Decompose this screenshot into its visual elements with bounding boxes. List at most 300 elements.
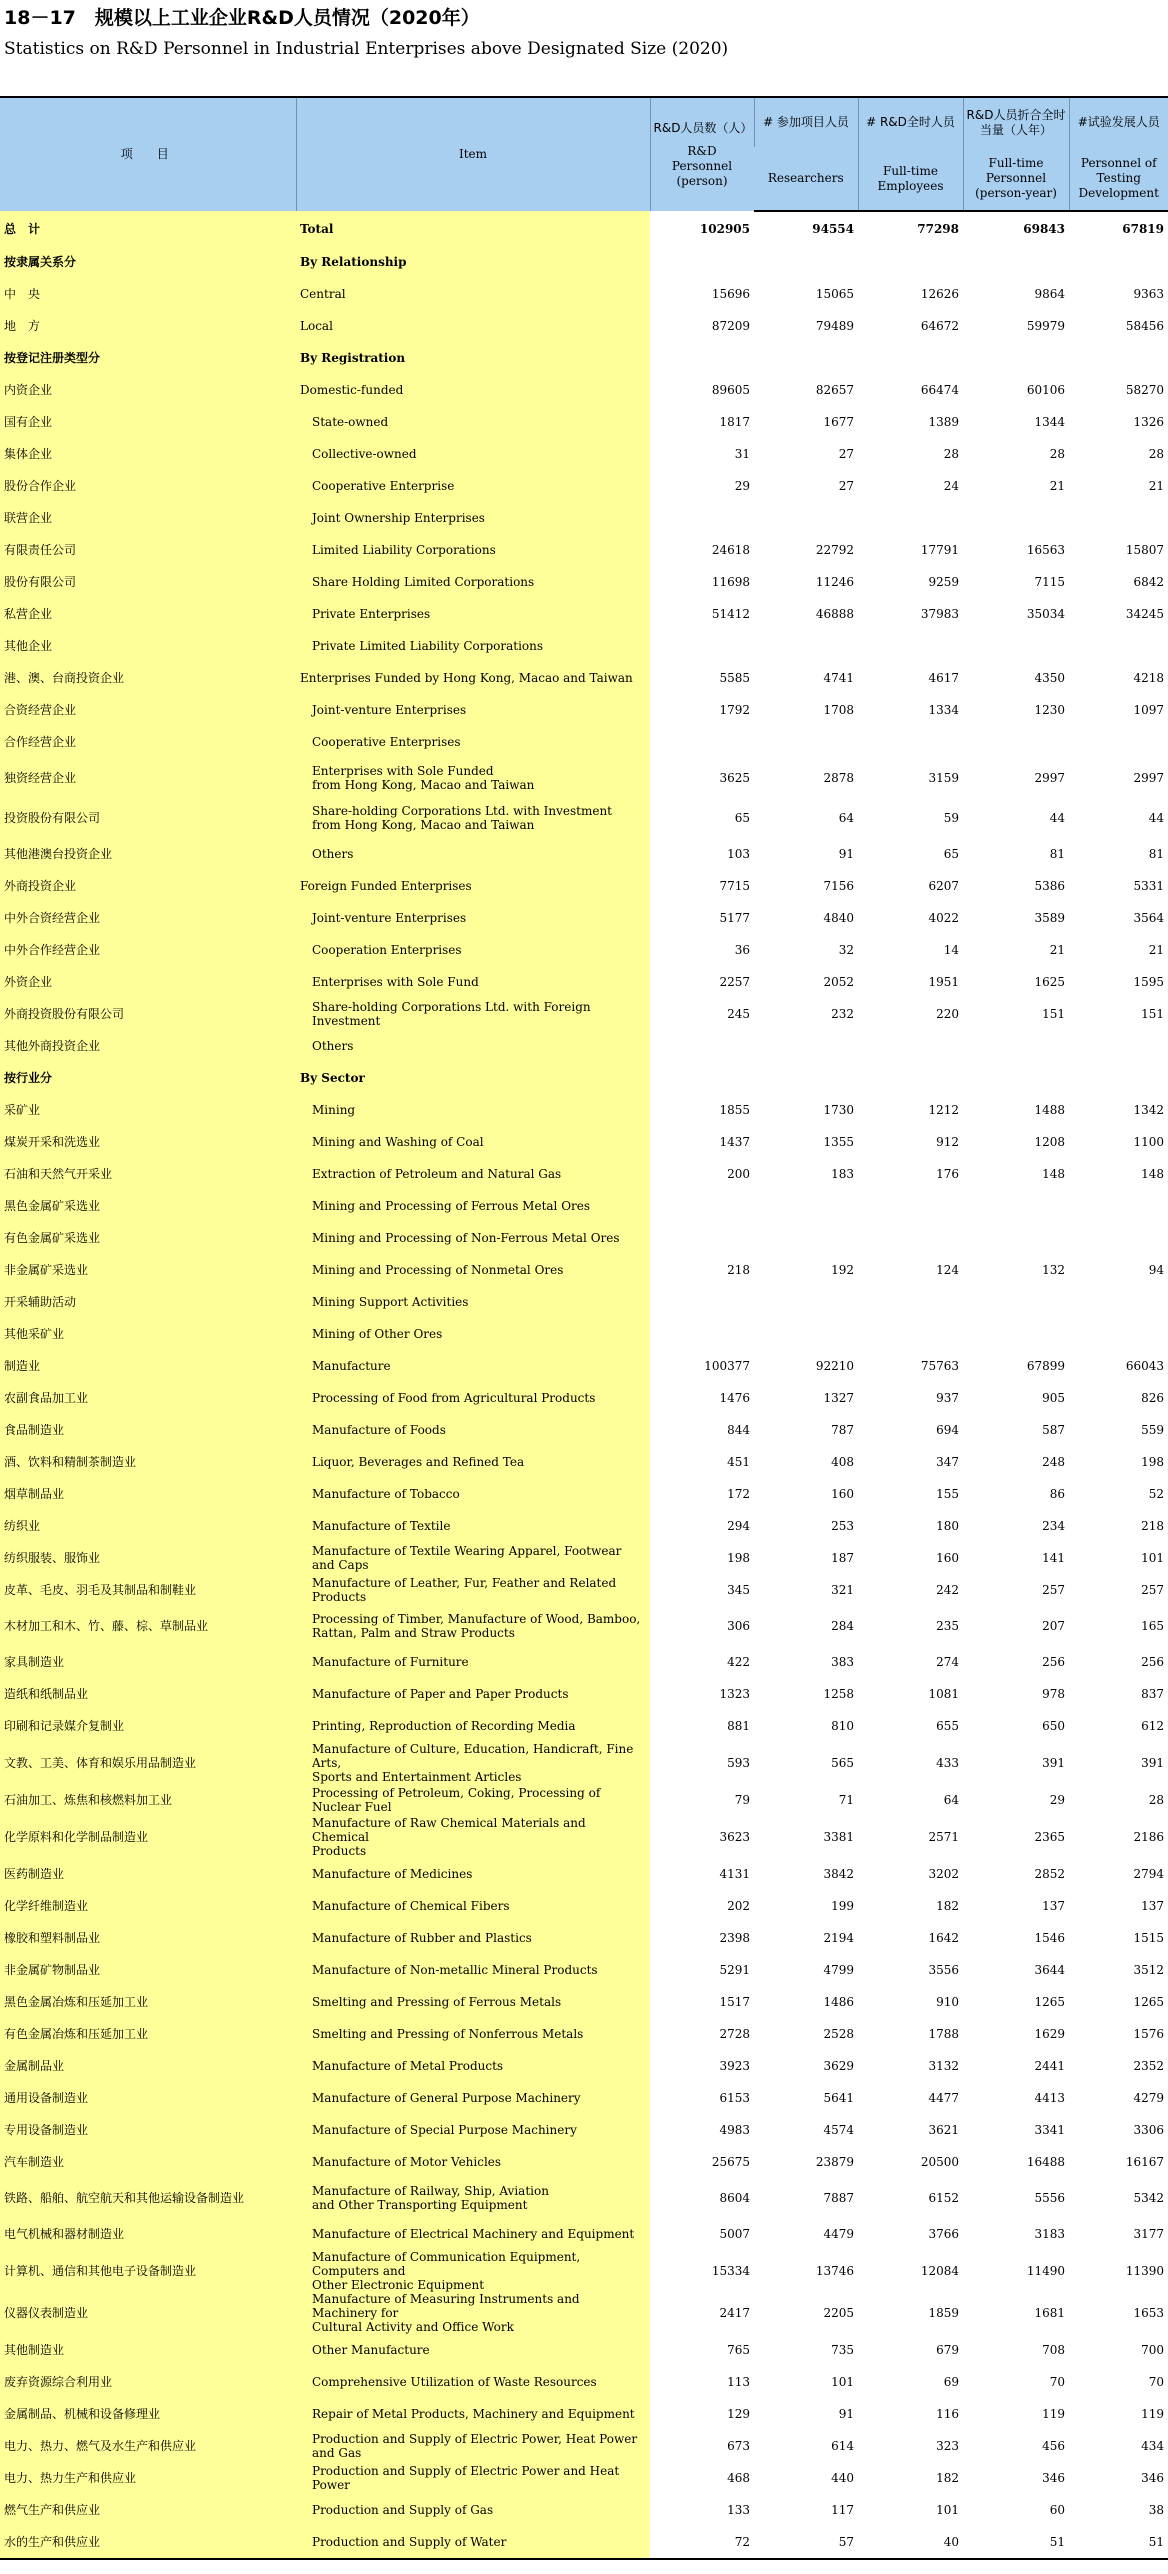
table-row xyxy=(0,211,1168,246)
cell-value: 1730 xyxy=(823,1103,854,1117)
cell-value: 180 xyxy=(936,1519,959,1533)
cell-value: 1681 xyxy=(1034,2306,1065,2320)
cell-value: 837 xyxy=(1141,1687,1164,1701)
cell-value: 35034 xyxy=(1026,607,1065,621)
cell-value: 2571 xyxy=(928,1830,959,1844)
cell-value: 183 xyxy=(831,1167,854,1181)
cell-value: 1859 xyxy=(928,2306,959,2320)
cell-value xyxy=(650,1062,754,1094)
row-label-cn: 集体企业 xyxy=(0,438,296,470)
table-row xyxy=(0,438,1168,470)
cell-value: 612 xyxy=(1141,1719,1164,1733)
cell-value: 735 xyxy=(831,2343,854,2357)
row-label-cn: 非金属矿物制品业 xyxy=(0,1954,296,1986)
cell-value: 593 xyxy=(727,1756,750,1770)
cell-value xyxy=(754,1222,858,1254)
cell-value xyxy=(1069,1318,1168,1350)
cell-value xyxy=(1069,502,1168,534)
cell-value: 7887 xyxy=(823,2191,854,2205)
cell-value: 66474 xyxy=(920,383,959,397)
cell-value: 7115 xyxy=(1034,575,1065,589)
cell-value: 5177 xyxy=(719,911,750,925)
row-label-cn: 其他制造业 xyxy=(0,2334,296,2366)
cell-value xyxy=(858,1190,963,1222)
cell-value xyxy=(1069,342,1168,374)
cell-value: 182 xyxy=(936,2471,959,2485)
row-label-cn: 按隶属关系分 xyxy=(0,246,296,278)
row-label-en: Manufacture of Rubber and Plastics xyxy=(296,1922,650,1954)
table-row xyxy=(0,1890,1168,1922)
table-row xyxy=(0,934,1168,966)
cell-value: 21 xyxy=(1049,943,1065,957)
cell-value: 87209 xyxy=(711,319,750,333)
cell-value: 79 xyxy=(734,1793,750,1807)
cell-value: 82657 xyxy=(815,383,854,397)
cell-value xyxy=(650,246,754,278)
row-label-en: Private Enterprises xyxy=(296,598,650,630)
row-label-en: Production and Supply of Gas xyxy=(296,2494,650,2526)
row-label-cn: 计算机、通信和其他电子设备制造业 xyxy=(0,2250,296,2292)
cell-value: 200 xyxy=(727,1167,750,1181)
cell-value: 323 xyxy=(936,2439,959,2453)
row-label-cn: 按行业分 xyxy=(0,1062,296,1094)
cell-value: 66043 xyxy=(1125,1359,1164,1373)
cell-value: 64 xyxy=(943,1793,959,1807)
row-label-en: Processing of Food from Agricultural Products xyxy=(296,1382,650,1414)
header-col-5-cn: #试验发展人员 xyxy=(1069,97,1168,147)
cell-value: 24618 xyxy=(711,543,750,557)
cell-value: 101 xyxy=(831,2375,854,2389)
cell-value: 3589 xyxy=(1034,911,1065,925)
cell-value: 5331 xyxy=(1133,879,1164,893)
row-label-cn: 水的生产和供应业 xyxy=(0,2526,296,2558)
row-label-en: By Registration xyxy=(296,342,650,374)
cell-value: 1097 xyxy=(1133,703,1164,717)
cell-value: 4741 xyxy=(823,671,854,685)
cell-value: 1951 xyxy=(928,975,959,989)
table-row xyxy=(0,2398,1168,2430)
row-label-en: Mining and Washing of Coal xyxy=(296,1126,650,1158)
cell-value xyxy=(1069,246,1168,278)
cell-value: 52 xyxy=(1148,1487,1164,1501)
cell-value: 27 xyxy=(838,447,854,461)
cell-value: 51 xyxy=(1148,2535,1164,2549)
cell-value: 4413 xyxy=(1034,2091,1065,2105)
table-row xyxy=(0,1254,1168,1286)
cell-value: 36 xyxy=(734,943,750,957)
table-row xyxy=(0,1062,1168,1094)
table-row xyxy=(0,1646,1168,1678)
row-label-cn: 外资企业 xyxy=(0,966,296,998)
cell-value: 673 xyxy=(727,2439,750,2453)
cell-value: 881 xyxy=(727,1719,750,1733)
cell-value: 4350 xyxy=(1034,671,1065,685)
row-label-en: Collective-owned xyxy=(296,438,650,470)
cell-value: 59979 xyxy=(1026,319,1065,333)
row-label-en: Share-holding Corporations Ltd. with Foreign Investment xyxy=(296,998,650,1030)
cell-value: 148 xyxy=(1141,1167,1164,1181)
cell-value: 21 xyxy=(1148,943,1164,957)
row-label-cn: 联营企业 xyxy=(0,502,296,534)
row-label-en: Extraction of Petroleum and Natural Gas xyxy=(296,1158,650,1190)
row-label-cn: 外商投资股份有限公司 xyxy=(0,998,296,1030)
cell-value: 86 xyxy=(1049,1487,1065,1501)
cell-value: 1265 xyxy=(1133,1995,1164,2009)
cell-value: 1081 xyxy=(928,1687,959,1701)
cell-value: 16167 xyxy=(1125,2155,1164,2169)
cell-value xyxy=(963,246,1069,278)
row-label-cn: 黑色金属矿采选业 xyxy=(0,1190,296,1222)
row-label-en: Manufacture of Culture, Education, Handicraft, Fine Arts, Sports and Entertainment Articles xyxy=(296,1742,650,1784)
cell-value: 1576 xyxy=(1133,2027,1164,2041)
table-row xyxy=(0,2250,1168,2292)
row-label-en: Production and Supply of Water xyxy=(296,2526,650,2558)
cell-value: 708 xyxy=(1042,2343,1065,2357)
cell-value: 9864 xyxy=(1034,287,1065,301)
cell-value xyxy=(858,1062,963,1094)
table-row xyxy=(0,838,1168,870)
cell-value: 937 xyxy=(936,1391,959,1405)
cell-value: 2997 xyxy=(1133,771,1164,785)
cell-value: 172 xyxy=(727,1487,750,1501)
row-label-cn: 黑色金属冶炼和压延加工业 xyxy=(0,1986,296,2018)
cell-value xyxy=(754,1286,858,1318)
row-label-cn: 石油加工、炼焦和核燃料加工业 xyxy=(0,1784,296,1816)
row-label-en: Share-holding Corporations Ltd. with Investment from Hong Kong, Macao and Taiwan xyxy=(296,798,650,838)
cell-value: 5007 xyxy=(719,2227,750,2241)
header-col-4-cn: R&D人员折合全时当量（人年） xyxy=(963,97,1069,147)
cell-value: 21 xyxy=(1148,479,1164,493)
cell-value: 248 xyxy=(1042,1455,1065,1469)
cell-value xyxy=(754,630,858,662)
row-label-cn: 家具制造业 xyxy=(0,1646,296,1678)
row-label-en: Manufacture of Paper and Paper Products xyxy=(296,1678,650,1710)
cell-value: 256 xyxy=(1042,1655,1065,1669)
cell-value xyxy=(858,1222,963,1254)
row-label-cn: 私营企业 xyxy=(0,598,296,630)
cell-value: 2852 xyxy=(1034,1867,1065,1881)
cell-value: 72 xyxy=(734,2535,750,2549)
cell-value: 5342 xyxy=(1133,2191,1164,2205)
cell-value: 2997 xyxy=(1034,771,1065,785)
cell-value: 2417 xyxy=(719,2306,750,2320)
table-row xyxy=(0,1816,1168,1858)
cell-value: 160 xyxy=(831,1487,854,1501)
cell-value: 15334 xyxy=(711,2264,750,2278)
cell-value: 16563 xyxy=(1026,543,1065,557)
row-label-cn: 电力、热力、燃气及水生产和供应业 xyxy=(0,2430,296,2462)
table-row xyxy=(0,310,1168,342)
cell-value: 15696 xyxy=(711,287,750,301)
row-label-en: Total xyxy=(296,211,650,246)
cell-value: 3341 xyxy=(1034,2123,1065,2137)
cell-value: 1437 xyxy=(719,1135,750,1149)
table-row xyxy=(0,1382,1168,1414)
header-col-4-en xyxy=(963,147,1069,211)
cell-value: 5641 xyxy=(823,2091,854,2105)
row-label-en: Repair of Metal Products, Machinery and Equipment xyxy=(296,2398,650,2430)
table-wrapper xyxy=(0,96,1168,2558)
cell-value: 37983 xyxy=(920,607,959,621)
cell-value: 440 xyxy=(831,2471,854,2485)
cell-value: 232 xyxy=(831,1007,854,1021)
cell-value xyxy=(1069,1062,1168,1094)
cell-value: 2441 xyxy=(1034,2059,1065,2073)
table-row xyxy=(0,1446,1168,1478)
cell-value: 11390 xyxy=(1125,2264,1164,2278)
cell-value: 655 xyxy=(936,1719,959,1733)
header-col-1 xyxy=(650,97,754,211)
cell-value xyxy=(1069,726,1168,758)
table-row xyxy=(0,1190,1168,1222)
cell-value xyxy=(754,726,858,758)
table-row xyxy=(0,2462,1168,2494)
row-label-cn: 木材加工和木、竹、藤、棕、草制品业 xyxy=(0,1606,296,1646)
row-label-cn: 铁路、船舶、航空航天和其他运输设备制造业 xyxy=(0,2178,296,2218)
header-col-2-en1: Researchers xyxy=(767,171,844,185)
cell-value: 182 xyxy=(936,1899,959,1913)
cell-value: 3381 xyxy=(823,1830,854,1844)
row-label-cn: 股份合作企业 xyxy=(0,470,296,502)
cell-value: 11698 xyxy=(711,575,750,589)
table-row xyxy=(0,534,1168,566)
cell-value: 81 xyxy=(1148,847,1164,861)
header-col-3-en1: Full-time xyxy=(883,163,938,178)
row-label-en: Manufacture of Tobacco xyxy=(296,1478,650,1510)
table-row xyxy=(0,1510,1168,1542)
table-row xyxy=(0,2366,1168,2398)
cell-value: 198 xyxy=(1141,1455,1164,1469)
cell-value: 94554 xyxy=(812,222,854,236)
cell-value xyxy=(650,1030,754,1062)
table-row xyxy=(0,1858,1168,1890)
cell-value xyxy=(858,1030,963,1062)
cell-value: 1355 xyxy=(823,1135,854,1149)
row-label-cn: 电气机械和器材制造业 xyxy=(0,2218,296,2250)
cell-value: 1344 xyxy=(1034,415,1065,429)
table-row xyxy=(0,798,1168,838)
row-label-en: Mining and Processing of Non-Ferrous Metal Ores xyxy=(296,1222,650,1254)
cell-value: 346 xyxy=(1042,2471,1065,2485)
rd-personnel-table xyxy=(0,96,1168,2558)
row-label-en: Manufacture of Motor Vehicles xyxy=(296,2146,650,2178)
row-label-cn: 港、澳、台商投资企业 xyxy=(0,662,296,694)
table-row xyxy=(0,1094,1168,1126)
cell-value: 1334 xyxy=(928,703,959,717)
cell-value xyxy=(650,726,754,758)
cell-value: 5556 xyxy=(1034,2191,1065,2205)
row-label-cn: 采矿业 xyxy=(0,1094,296,1126)
table-row xyxy=(0,726,1168,758)
table-row xyxy=(0,1414,1168,1446)
table-row xyxy=(0,1318,1168,1350)
row-label-cn: 其他外商投资企业 xyxy=(0,1030,296,1062)
header-col-4-en1: Full-time xyxy=(988,156,1044,170)
cell-value: 422 xyxy=(727,1655,750,1669)
row-label-cn: 酒、饮料和精制茶制造业 xyxy=(0,1446,296,1478)
cell-value: 69843 xyxy=(1023,222,1065,236)
cell-value: 6152 xyxy=(928,2191,959,2205)
cell-value: 79489 xyxy=(815,319,854,333)
cell-value xyxy=(858,502,963,534)
row-label-cn: 按登记注册类型分 xyxy=(0,342,296,374)
header-col-1-cn: R&D人员数（人） xyxy=(653,120,753,135)
row-label-en: Manufacture of Chemical Fibers xyxy=(296,1890,650,1922)
header-col-2-en xyxy=(754,147,858,211)
cell-value: 3177 xyxy=(1133,2227,1164,2241)
header-item-en: Item xyxy=(296,97,650,211)
cell-value: 2352 xyxy=(1133,2059,1164,2073)
header-col-3-en2: Employees xyxy=(877,178,944,193)
cell-value: 253 xyxy=(831,1519,854,1533)
cell-value: 4840 xyxy=(823,911,854,925)
cell-value: 294 xyxy=(727,1519,750,1533)
cell-value: 3621 xyxy=(928,2123,959,2137)
cell-value: 81 xyxy=(1049,847,1065,861)
cell-value: 1212 xyxy=(928,1103,959,1117)
row-label-en: Processing of Petroleum, Coking, Processing of Nuclear Fuel xyxy=(296,1784,650,1816)
row-label-cn: 造纸和纸制品业 xyxy=(0,1678,296,1710)
row-label-en: Manufacture of Leather, Fur, Feather and Related Products xyxy=(296,1574,650,1606)
cell-value: 155 xyxy=(936,1487,959,1501)
cell-value: 75763 xyxy=(920,1359,959,1373)
cell-value: 199 xyxy=(831,1899,854,1913)
cell-value: 5585 xyxy=(719,671,750,685)
cell-value: 148 xyxy=(1042,1167,1065,1181)
cell-value: 587 xyxy=(1042,1423,1065,1437)
cell-value: 3842 xyxy=(823,1867,854,1881)
cell-value: 70 xyxy=(1049,2375,1065,2389)
cell-value: 67819 xyxy=(1122,222,1164,236)
cell-value: 6842 xyxy=(1133,575,1164,589)
row-label-cn: 食品制造业 xyxy=(0,1414,296,1446)
row-label-cn: 烟草制品业 xyxy=(0,1478,296,1510)
row-label-en: Manufacture of Metal Products xyxy=(296,2050,650,2082)
cell-value: 1629 xyxy=(1034,2027,1065,2041)
table-row xyxy=(0,1574,1168,1606)
row-label-cn: 中外合作经营企业 xyxy=(0,934,296,966)
cell-value: 1208 xyxy=(1034,1135,1065,1149)
cell-value: 3306 xyxy=(1133,2123,1164,2137)
table-row xyxy=(0,2334,1168,2366)
cell-value: 1517 xyxy=(719,1995,750,2009)
cell-value: 1708 xyxy=(823,703,854,717)
table-row xyxy=(0,2114,1168,2146)
cell-value: 1476 xyxy=(719,1391,750,1405)
header-col-3-en xyxy=(858,147,963,211)
cell-value: 3512 xyxy=(1133,1963,1164,1977)
row-label-en: Manufacture of Measuring Instruments and Machinery for Cultural Activity and Office Work xyxy=(296,2292,650,2334)
row-label-en: Smelting and Pressing of Nonferrous Metals xyxy=(296,2018,650,2050)
row-label-cn: 煤炭开采和洗选业 xyxy=(0,1126,296,1158)
cell-value: 32 xyxy=(838,943,854,957)
cell-value: 65 xyxy=(734,811,750,825)
cell-value: 2205 xyxy=(823,2306,854,2320)
cell-value: 116 xyxy=(936,2407,959,2421)
cell-value xyxy=(650,342,754,374)
row-label-cn: 投资股份有限公司 xyxy=(0,798,296,838)
cell-value: 176 xyxy=(936,1167,959,1181)
row-label-cn: 电力、热力生产和供应业 xyxy=(0,2462,296,2494)
cell-value xyxy=(963,1030,1069,1062)
row-label-en: Liquor, Beverages and Refined Tea xyxy=(296,1446,650,1478)
cell-value: 905 xyxy=(1042,1391,1065,1405)
row-label-cn: 合资经营企业 xyxy=(0,694,296,726)
cell-value: 70 xyxy=(1148,2375,1164,2389)
cell-value: 2194 xyxy=(823,1931,854,1945)
cell-value xyxy=(754,1318,858,1350)
cell-value: 347 xyxy=(936,1455,959,1469)
row-label-cn: 仪器仪表制造业 xyxy=(0,2292,296,2334)
cell-value: 21 xyxy=(1049,479,1065,493)
row-label-en: Joint Ownership Enterprises xyxy=(296,502,650,534)
table-row xyxy=(0,1742,1168,1784)
cell-value: 11490 xyxy=(1026,2264,1065,2278)
cell-value: 650 xyxy=(1042,1719,1065,1733)
row-label-cn: 地 方 xyxy=(0,310,296,342)
bottom-rule xyxy=(0,2558,1168,2560)
cell-value: 4799 xyxy=(823,1963,854,1977)
cell-value: 218 xyxy=(1141,1519,1164,1533)
cell-value: 92210 xyxy=(815,1359,854,1373)
row-label-en: Comprehensive Utilization of Waste Resources xyxy=(296,2366,650,2398)
table-row xyxy=(0,278,1168,310)
cell-value: 3202 xyxy=(928,1867,959,1881)
cell-value: 220 xyxy=(936,1007,959,1021)
table-row xyxy=(0,2526,1168,2558)
table-row xyxy=(0,870,1168,902)
table-body xyxy=(0,211,1168,2558)
row-label-en: Enterprises Funded by Hong Kong, Macao and Taiwan xyxy=(296,662,650,694)
cell-value: 17791 xyxy=(920,543,959,557)
row-label-en: Processing of Timber, Manufacture of Wood, Bamboo, Rattan, Palm and Straw Products xyxy=(296,1606,650,1646)
cell-value: 137 xyxy=(1141,1899,1164,1913)
table-row xyxy=(0,1350,1168,1382)
cell-value: 434 xyxy=(1141,2439,1164,2453)
cell-value: 565 xyxy=(831,1756,854,1770)
cell-value: 679 xyxy=(936,2343,959,2357)
table-row xyxy=(0,1606,1168,1646)
cell-value xyxy=(963,1222,1069,1254)
row-label-en: Mining Support Activities xyxy=(296,1286,650,1318)
table-row xyxy=(0,902,1168,934)
table-row xyxy=(0,758,1168,798)
row-label-cn: 开采辅助活动 xyxy=(0,1286,296,1318)
cell-value: 28 xyxy=(1049,447,1065,461)
cell-value: 12626 xyxy=(920,287,959,301)
cell-value: 28 xyxy=(943,447,959,461)
cell-value: 6207 xyxy=(928,879,959,893)
row-label-en: Cooperative Enterprise xyxy=(296,470,650,502)
row-label-en: Cooperative Enterprises xyxy=(296,726,650,758)
cell-value: 27 xyxy=(838,479,854,493)
cell-value: 2728 xyxy=(719,2027,750,2041)
cell-value: 4983 xyxy=(719,2123,750,2137)
cell-value: 321 xyxy=(831,1583,854,1597)
cell-value: 5386 xyxy=(1034,879,1065,893)
table-row xyxy=(0,630,1168,662)
cell-value xyxy=(963,1318,1069,1350)
cell-value: 2528 xyxy=(823,2027,854,2041)
cell-value: 4477 xyxy=(928,2091,959,2105)
table-row xyxy=(0,598,1168,630)
table-row xyxy=(0,998,1168,1030)
header-item-cn: 项 目 xyxy=(0,97,296,211)
cell-value xyxy=(858,630,963,662)
cell-value: 129 xyxy=(727,2407,750,2421)
table-row xyxy=(0,2178,1168,2218)
table-row xyxy=(0,1542,1168,1574)
